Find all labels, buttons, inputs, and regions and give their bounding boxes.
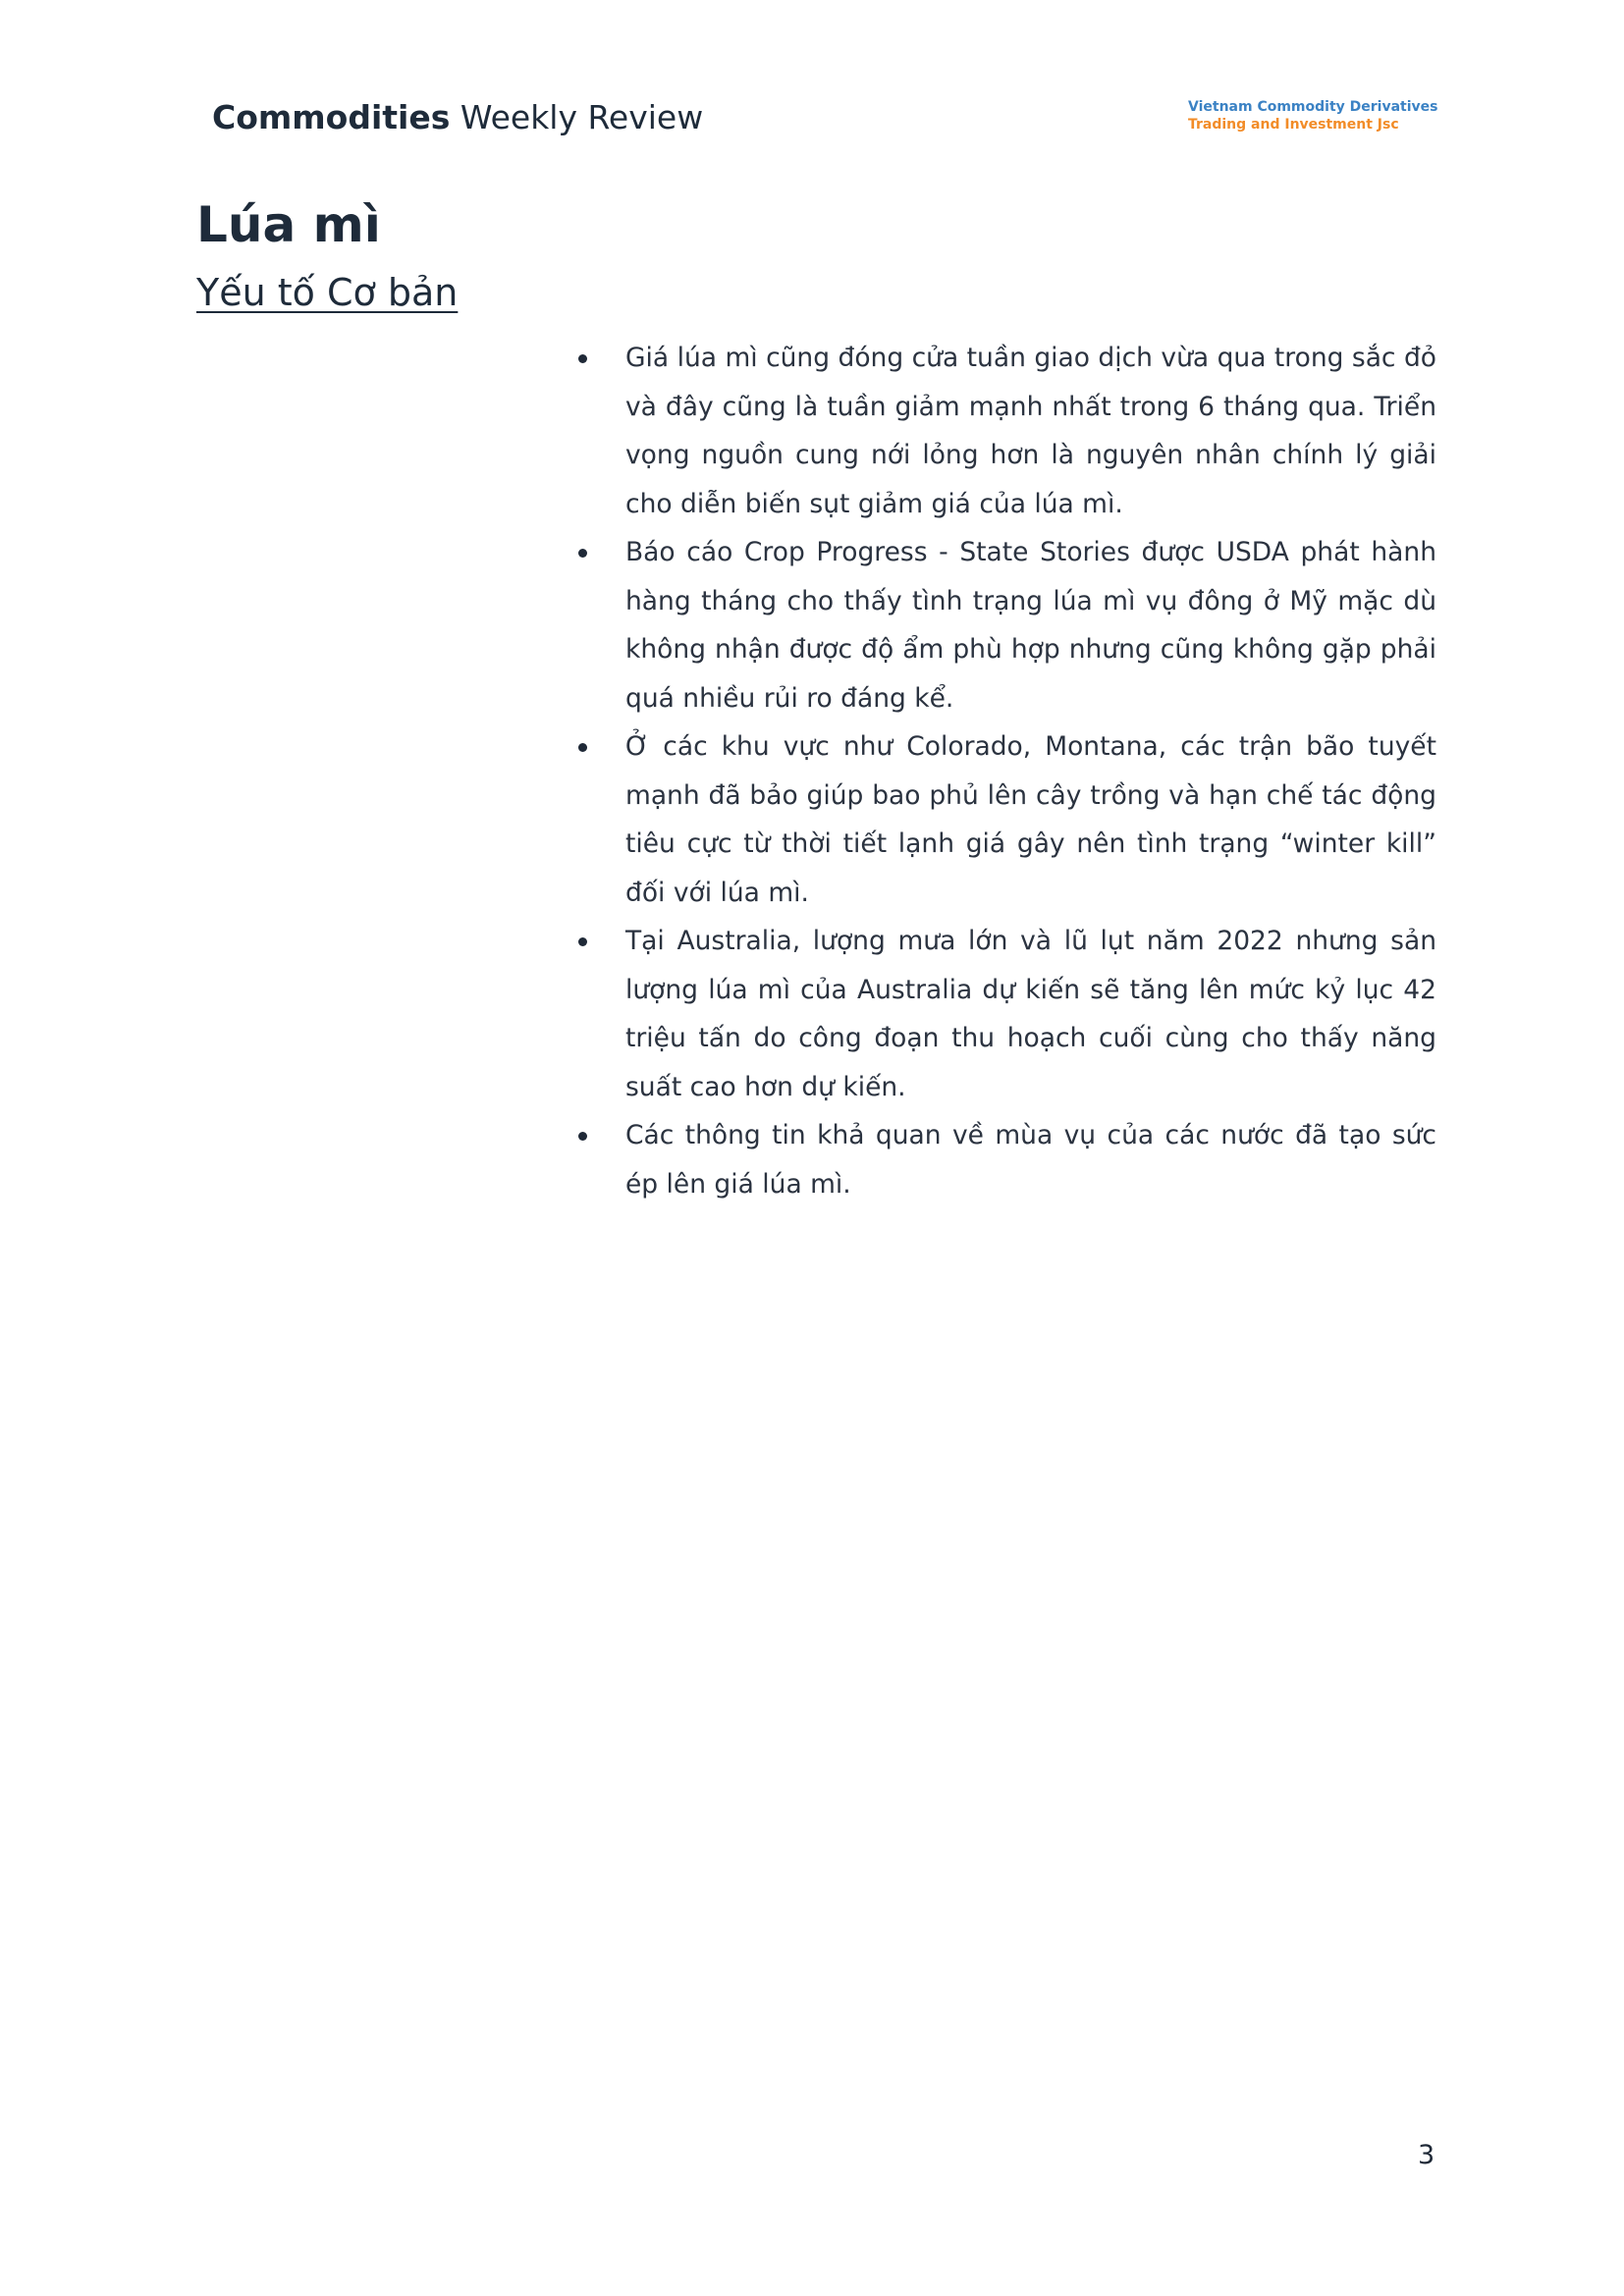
bullet-dot-icon	[578, 937, 587, 946]
logo-line-2: Trading and Investment Jsc	[1188, 117, 1399, 133]
bullet-item	[572, 528, 1436, 722]
bullet-text: Tại Australia, lượng mưa lớn và lũ lụt năm 2022 nhưng sản lượng lúa mì của Australia dự kiến sẽ tăng lên mức kỷ lục 42 triệu tấn do công đoạn thu hoạch cuối cùng cho thấy năng suất cao hơn dự kiến.	[625, 926, 1436, 1102]
bullet-item	[572, 722, 1436, 917]
header-title-rest: Weekly Review	[460, 98, 704, 136]
bullet-dot-icon	[578, 743, 587, 752]
logo-line-1: Vietnam Commodity Derivatives	[1188, 99, 1438, 115]
bullet-item	[572, 1111, 1436, 1208]
bullet-item	[572, 917, 1436, 1111]
bullet-text: Ở các khu vực như Colorado, Montana, các trận bão tuyết mạnh đã bảo giúp bao phủ lên cây trồng và hạn chế tác động tiêu cực từ thời tiết lạnh giá gây nên tình trạng “winter kill” đối với lúa mì.	[625, 731, 1436, 908]
bullet-item	[572, 334, 1436, 528]
page-number: 3	[1418, 2140, 1435, 2170]
bullet-text: Các thông tin khả quan về mùa vụ của các nước đã tạo sức ép lên giá lúa mì.	[625, 1120, 1436, 1200]
report-header	[212, 98, 703, 136]
bullet-dot-icon	[578, 1132, 587, 1141]
header-title-bold: Commodities	[212, 98, 451, 136]
bullet-dot-icon	[578, 354, 587, 363]
company-logo	[1188, 98, 1438, 133]
section-title: Lúa mì	[196, 196, 381, 253]
bullet-dot-icon	[578, 549, 587, 558]
bullet-text: Giá lúa mì cũng đóng cửa tuần giao dịch vừa qua trong sắc đỏ và đây cũng là tuần giảm mạnh nhất trong 6 tháng qua. Triển vọng nguồn cung nới lỏng hơn là nguyên nhân chính lý giải cho diễn biến sụt giảm giá của lúa mì.	[625, 343, 1436, 519]
section-subtitle: Yếu tố Cơ bản	[196, 271, 459, 314]
bullet-list	[572, 334, 1436, 1208]
bullet-text: Báo cáo Crop Progress - State Stories được USDA phát hành hàng tháng cho thấy tình trạng lúa mì vụ đông ở Mỹ mặc dù không nhận được độ ẩm phù hợp nhưng cũng không gặp phải quá nhiều rủi ro đáng kể.	[625, 537, 1436, 714]
